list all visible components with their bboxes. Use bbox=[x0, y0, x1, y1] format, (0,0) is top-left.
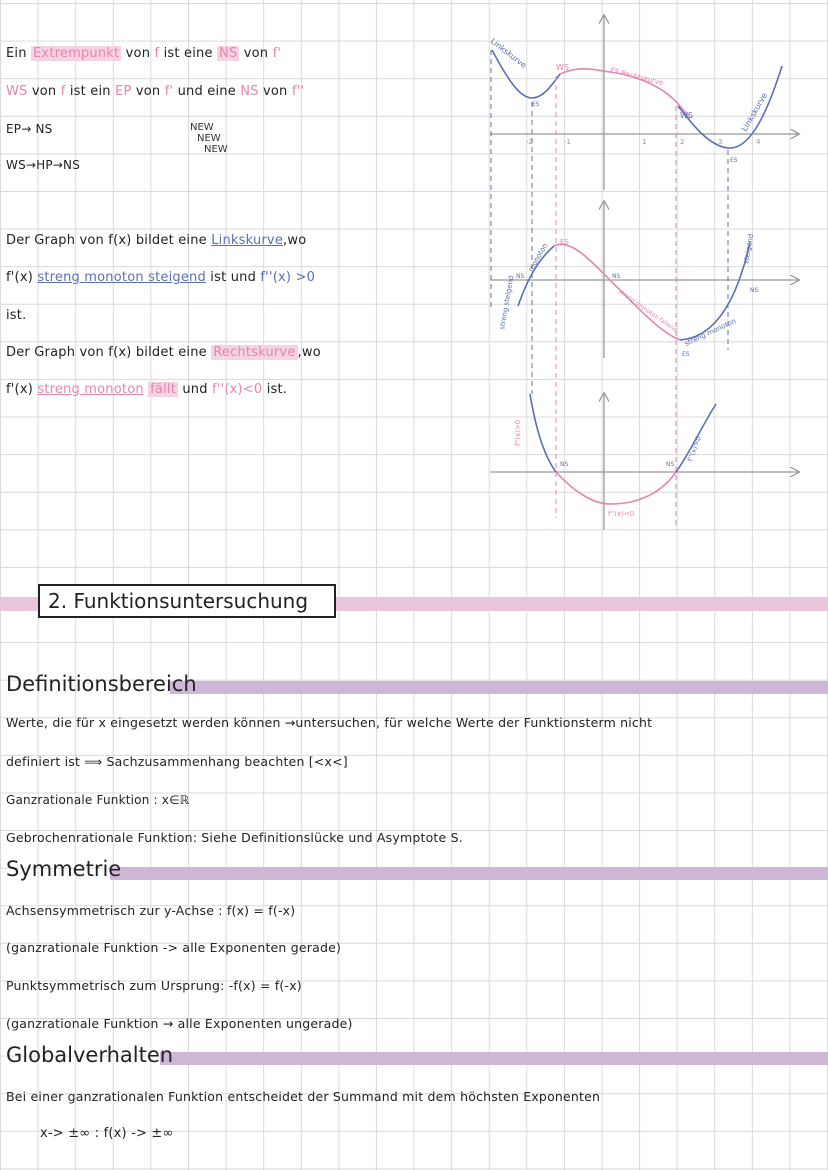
note-line-wendepunkt: WS von f ist ein EP von f' und eine NS von f'' bbox=[6, 84, 305, 99]
symmetrie-heading: Symmetrie bbox=[6, 857, 122, 881]
label-streng-steigend-left: streng steigend bbox=[498, 274, 516, 331]
label-es-top-left: ES bbox=[532, 101, 540, 108]
new-word-1: NEW bbox=[190, 122, 214, 133]
label-steigend-right: steigend bbox=[742, 233, 756, 265]
symmetrie-line2: (ganzrationale Funktion -> alle Exponenten gerade) bbox=[6, 940, 342, 955]
label-lt0: f''(x)<0 bbox=[608, 510, 635, 518]
label-ws-top-right: WS bbox=[680, 111, 693, 120]
tick-1: 1 bbox=[642, 138, 647, 146]
definitionsbereich-line4: Gebrochenrationale Funktion: Siehe Definitionslücke und Asymptote S. bbox=[6, 830, 463, 845]
label-es-middle-bottom: ES bbox=[682, 351, 690, 358]
label-linkskurve-right: Linkskurve bbox=[739, 91, 770, 133]
definitionsbereich-line1: Werte, die für x eingesetzt werden können →untersuchen, für welche Werte der Funktionsterm nicht bbox=[6, 715, 653, 730]
label-rechtskurve: ES Rechtskurve bbox=[609, 66, 665, 88]
label-es-top-right: ES bbox=[730, 157, 738, 164]
tick-2: 2 bbox=[680, 138, 685, 146]
globalverhalten-band bbox=[160, 1052, 828, 1065]
definitionsbereich-band bbox=[170, 681, 828, 694]
graph-sketches bbox=[480, 10, 820, 540]
tick-3: 3 bbox=[718, 138, 723, 146]
definitionsbereich-line3: Ganzrationale Funktion : x∈ℝ bbox=[6, 793, 190, 807]
label-ns-bottom-left: NS bbox=[560, 461, 569, 468]
symmetrie-line3: Punktsymmetrisch zum Ursprung: -f(x) = f(-x) bbox=[6, 978, 302, 993]
note-ep-ns: EP→ NS bbox=[6, 122, 53, 136]
label-linkskurve-left: Linkskurve bbox=[488, 36, 529, 71]
label-streng-fallend: streng monoton fallend bbox=[616, 287, 679, 334]
top-curve-left bbox=[492, 50, 560, 98]
label-ns-middle-left: NS bbox=[516, 273, 525, 280]
note-line-extrempunkt: Ein Extrempunkt von f ist eine NS von f' bbox=[6, 46, 282, 61]
note-linkskurve-1: Der Graph von f(x) bildet eine Linkskurve,wo bbox=[6, 233, 307, 248]
bottom-curve-middle bbox=[556, 472, 676, 504]
tick-m2: -2 bbox=[526, 138, 533, 146]
top-curve-right bbox=[678, 66, 782, 148]
label-gt0-right: f''(x)>0 bbox=[686, 435, 703, 463]
label-ns-bottom-right: NS bbox=[666, 461, 675, 468]
label-ns-middle-mid: NS bbox=[612, 273, 621, 280]
symmetrie-line1: Achsensymmetrisch zur y-Achse : f(x) = f(-x) bbox=[6, 903, 296, 918]
tick-4: 4 bbox=[756, 138, 761, 146]
globalverhalten-line2: x-> ±∞ : f(x) -> ±∞ bbox=[40, 1126, 174, 1141]
note-linkskurve-3: ist. bbox=[6, 308, 27, 323]
label-streng-monoton-right: streng monoton bbox=[683, 316, 738, 348]
definitionsbereich-line2: definiert ist ⟹ Sachzusammenhang beachten [<x<] bbox=[6, 754, 348, 769]
note-ws-hp-ns: WS→HP→NS bbox=[6, 158, 81, 172]
symmetrie-band bbox=[110, 867, 828, 880]
note-linkskurve-2: f'(x) streng monoton steigend ist und f''(x) >0 bbox=[6, 270, 316, 285]
new-word-2: NEW bbox=[197, 133, 221, 144]
label-gt0-left: f''(x)>0 bbox=[514, 419, 522, 446]
symmetrie-line4: (ganzrationale Funktion → alle Exponenten ungerade) bbox=[6, 1016, 353, 1031]
globalverhalten-line1: Bei einer ganzrationalen Funktion entscheidet der Summand mit dem höchsten Exponenten bbox=[6, 1089, 601, 1104]
definitionsbereich-heading: Definitionsbereich bbox=[6, 672, 197, 696]
term-extrempunkt: Extrempunkt bbox=[33, 46, 120, 61]
label-ws-top-left: WS bbox=[556, 63, 569, 72]
globalverhalten-heading: Globalverhalten bbox=[6, 1043, 174, 1067]
section-title: 2. Funktionsuntersuchung bbox=[38, 584, 336, 618]
bottom-curve-left bbox=[530, 394, 556, 472]
tick-m1: -1 bbox=[564, 138, 571, 146]
note-rechtskurve-1: Der Graph von f(x) bildet eine Rechtskurve ,wo bbox=[6, 345, 321, 360]
label-ns-middle-right: NS bbox=[750, 287, 759, 294]
label-es-middle: ES bbox=[560, 238, 569, 246]
new-word-3: NEW bbox=[204, 144, 228, 155]
note-rechtskurve-2: f'(x) streng monoton fällt und f''(x)<0 ist. bbox=[6, 382, 288, 397]
label-monoton: monoton bbox=[526, 241, 550, 273]
